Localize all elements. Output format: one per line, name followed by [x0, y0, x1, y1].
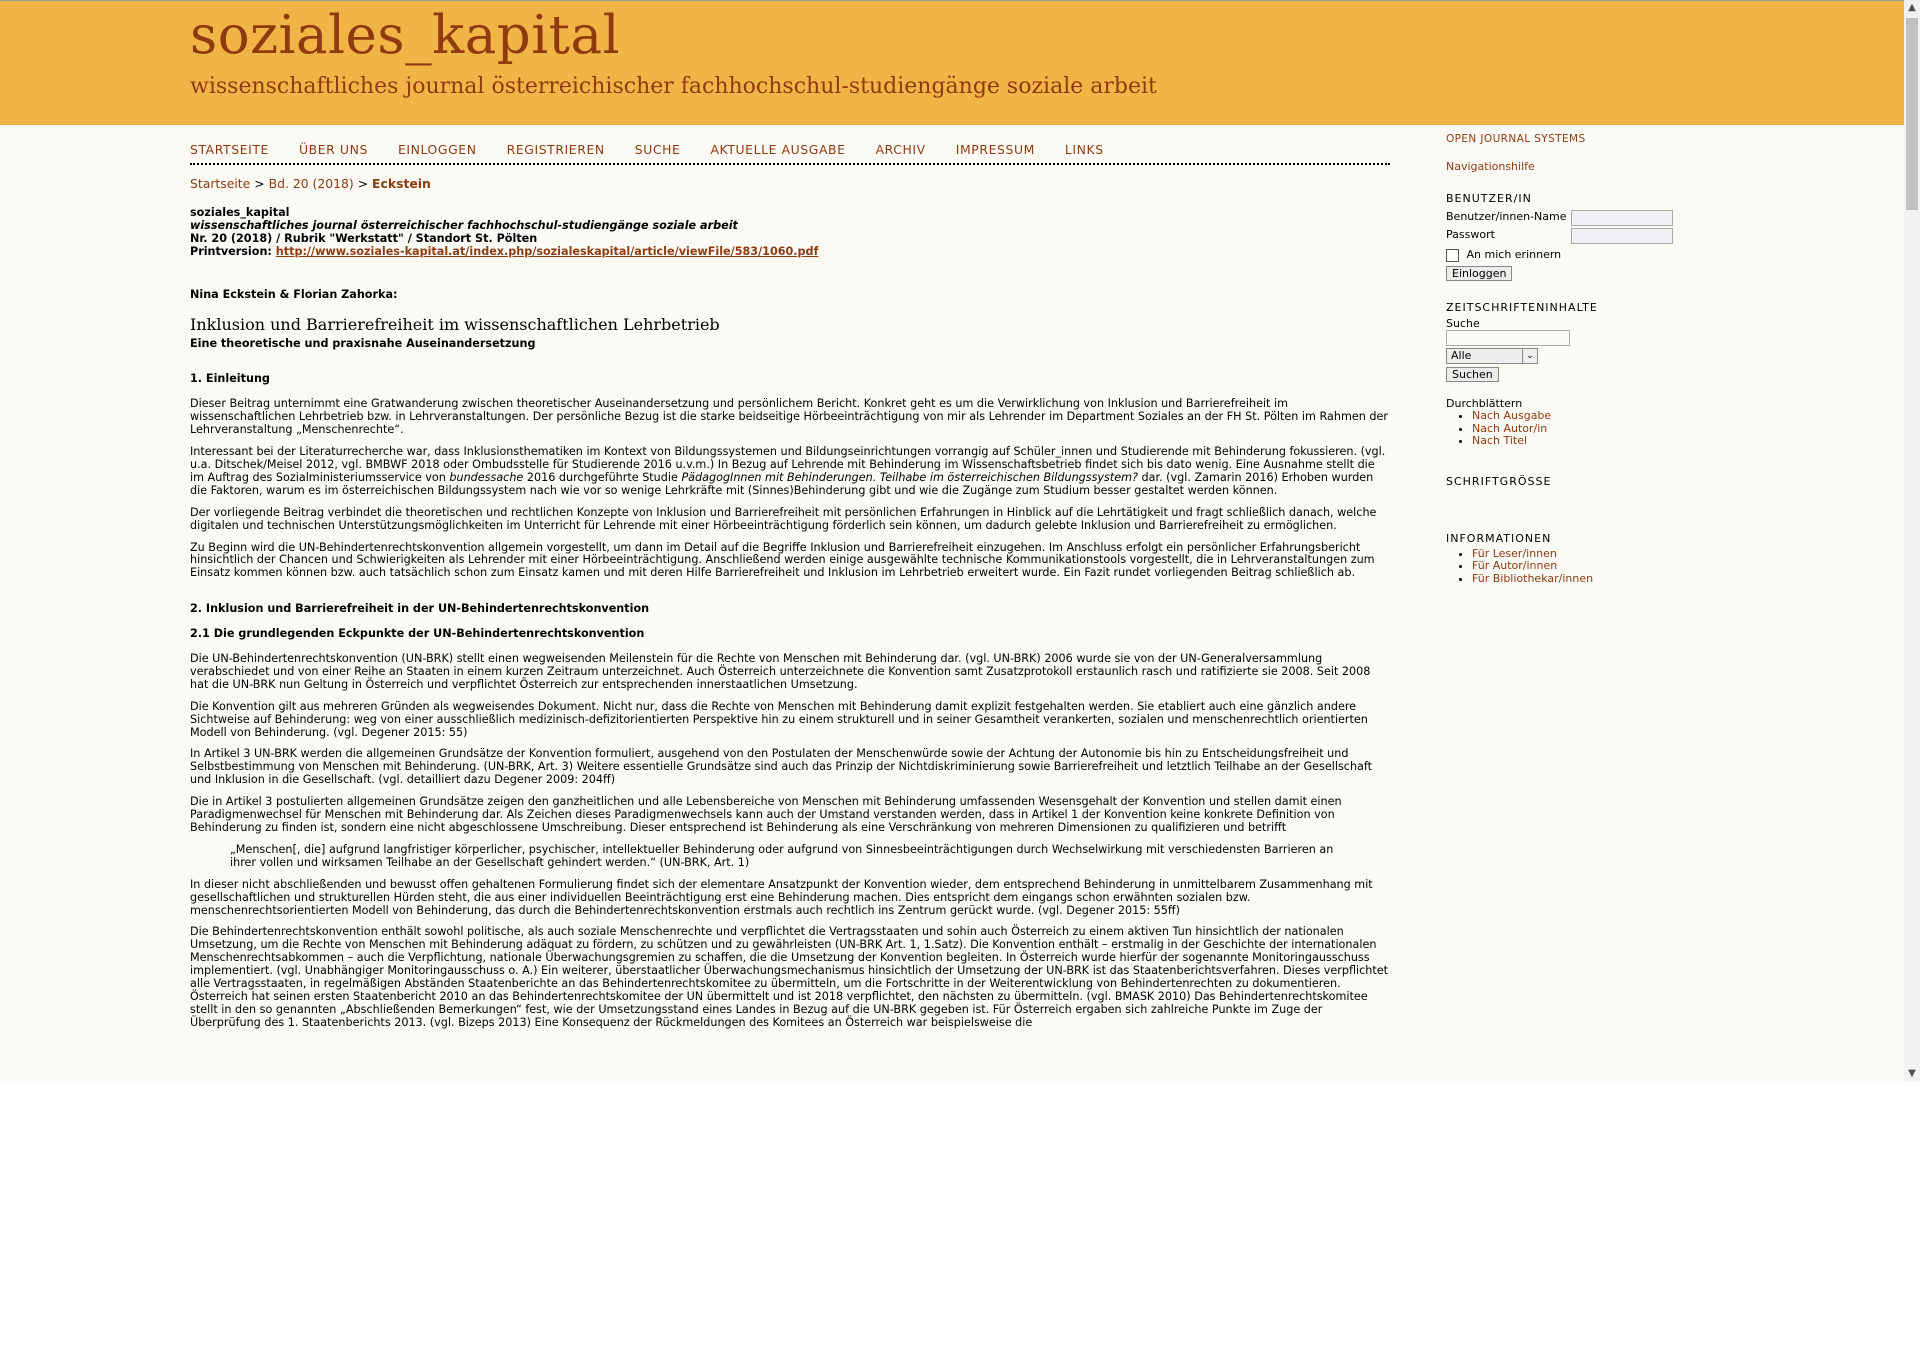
site-header: [0, 0, 1904, 125]
blockquote: „Menschen[, die] aufgrund langfristiger körperlicher, psychischer, intellektueller Behinderung oder aufgrund von Sinnesbeeinträchtigungen durch Wechselwirkung mit verschiedensten Barrieren an ihrer vollen und wirksamen Teilhabe an der Gesellschaft gehindert werden.“ (UN-BRK, Art. 1): [230, 842, 1334, 869]
section-heading: 2. Inklusion und Barrierefreiheit in der UN-Behindertenrechtskonvention: [190, 602, 650, 616]
browse-by-title-link[interactable]: Nach Titel: [1472, 434, 1528, 447]
nav-impressum[interactable]: IMPRESSUM: [955, 142, 1035, 157]
info-authors-link[interactable]: Für Autor/innen: [1472, 559, 1558, 572]
paragraph: In Artikel 3 UN-BRK werden die allgemeinen Grundsätze der Konvention formuliert, ausgehend von den Postulaten der Menschenwürde sowie der Achtung der Autonomie bis hin zu Entscheidungsfreiheit und Selbstbestimmung von Menschen mit Behinderung. (UN-BRK, Art. 3) Weitere essentielle Grundsätze sind auch das Prinzip der Nichtdiskriminierung sowie Barrierefreiheit und letztlich Teilhabe an der Gesellschaft und Inklusion in die Gesellschaft. (vgl. detailliert dazu Degener 2009: 204ff): [190, 747, 1373, 787]
nav-aktuelle-ausgabe[interactable]: AKTUELLE AUSGABE: [710, 142, 846, 157]
search-label: Suche: [1446, 317, 1480, 330]
remember-label: An mich erinnern: [1466, 248, 1562, 261]
section-heading: 1. Einleitung: [190, 372, 270, 386]
scroll-down-icon[interactable]: ▼: [1908, 1068, 1916, 1079]
nav-links[interactable]: LINKS: [1064, 142, 1104, 157]
list-item: [1472, 573, 1666, 586]
article-issue-line: Nr. 20 (2018) / Rubrik "Werkstatt" / Standort St. Pölten: [190, 231, 538, 245]
breadcrumb-separator: >: [254, 176, 265, 191]
site-title[interactable]: soziales_kapital: [190, 5, 621, 66]
article-subtitle: Eine theoretische und praxisnahe Auseinandersetzung: [190, 336, 536, 350]
article-journal: soziales_kapital: [190, 206, 290, 219]
password-label: Passwort: [1446, 228, 1495, 241]
ojs-link[interactable]: OPEN JOURNAL SYSTEMS: [1446, 133, 1586, 145]
nav-registrieren[interactable]: REGISTRIEREN: [506, 142, 605, 157]
search-button[interactable]: Suchen: [1446, 367, 1499, 382]
paragraph: Die Konvention gilt aus mehreren Gründen als wegweisendes Dokument. Nicht nur, dass die Rechte von Menschen mit Behinderung damit explizit festgehalten werden. Sie etabliert auch eine gänzlich andere Sichtweise auf Behinderung: weg von einer ausschließlich medizinisch-defizitorientierten Perspektive hin zu einem strukturell und in seiner Gesamtheit verankerten, sozialen und menschenrechtlich orientierten Modell von Behinderung. (vgl. Degener 2015: 55): [190, 699, 1368, 739]
scrollbar-thumb[interactable]: [1906, 18, 1918, 210]
password-input[interactable]: [1571, 228, 1673, 244]
paragraph: Der vorliegende Beitrag verbindet die theoretischen und rechtlichen Konzepte von Inklusion und Barrierefreiheit mit persönlichen Erfahrungen in Hinblick auf die Lehrtätigkeit und fragt schließlich danach, welche digitalen und technischen Unterstützungsmöglichkeiten im Unterricht für Lehrende mit einer Hörbeeinträchtigung förderlich sein können, um dadurch gelebte Inklusion und Barrierefreiheit zu ermöglichen.: [190, 505, 1377, 532]
article-title: Inklusion und Barrierefreiheit im wissenschaftlichen Lehrbetrieb: [190, 314, 720, 334]
article-print-version: [190, 246, 1390, 259]
sidebar: [1446, 133, 1666, 585]
paragraph: Zu Beginn wird die UN-Behindertenrechtskonvention allgemein vorgestellt, um dann im Detail auf die Begriffe Inklusion und Barrierefreiheit einzugehen. Im Anschluss erfolgt ein persönlicher Erfahrungsbericht hinsichtlich der Chancen und Schwierigkeiten als Lehrender mit einer Hörbeeinträchtigung. Anschließend werden einige ausgewählte technische Kommunikationstools vorgestellt, die in Lehrveranstaltungen zum Einsatz kommen können bzw. auch tatsächlich schon zum Einsatz kamen und mit deren Hilfe Barrierefreiheit und Inklusion im Lehrbetrieb erweitert wurde. Ein Fazit rundet vorliegenden Beitrag schließlich ab.: [190, 540, 1375, 580]
info-readers-link[interactable]: Für Leser/innen: [1472, 546, 1557, 560]
paragraph: Die Behindertenrechtskonvention enthält sowohl politische, als auch soziale Menschenrechte und verpflichtet die Vertragsstaaten und sohin auch Österreich zu einem aktiven Tun hinsichtlich der nationalen Umsetzung, um die Rechte von Menschen mit Behinderung adäquat zu fördern, zu schützen und zu gewährleisten (UN-BRK Art. 1, 1.Satz). Die Konvention enthält – erstmalig in der Geschichte der internationalen Menschenrechtsabkommen – auch die Verpflichtung, nationale Überwachungsgremien zu schaffen, die die Umsetzung der Konvention begleiten. In Österreich wurde hierfür der sogenannte Monitoringausschuss implementiert. (vgl. Unabhängiger Monitoringausschuss o. A.) Ein weiterer, überstaatlicher Überwachungsmechanismus hinsichtlich der Umsetzung der UN-BRK ist das Staatenberichtsverfahren. Dieses verpflichtet alle Vertragsstaaten, in regelmäßigen Abständen Staatenberichte an das Behindertenrechtskomitee zu übermitteln, um die Fortschritte in der Weiterentwicklung von Behindertenrechten zu dokumentieren. Österreich hat seinen ersten Staatenbericht 2010 an das Behindertenrechtskomitee der UN übermittelt und ist 2018 verpflichtet, den nächsten zu übermitteln. (vgl. BMASK 2010) Das Behindertenrechtskomitee stellt in den so genannten „Abschließenden Bemerkungen“ fest, wie der Umsetzungsstand eines Landes in Bezug auf die UN-BRK gegeben ist. Für Österreich ergaben sich zahlreiche Punkte im Zuge der Überprüfung des 1. Staatenberichts 2013. (vgl. Bizeps 2013) Eine Konsequenz der Rückmeldungen des Komitees an Österreich war beispielsweise die: [190, 925, 1389, 1029]
breadcrumb-separator: >: [357, 176, 369, 191]
breadcrumb-issue[interactable]: Bd. 20 (2018): [268, 176, 354, 191]
main-navigation: [190, 139, 1390, 165]
remember-checkbox[interactable]: [1446, 249, 1459, 262]
username-input[interactable]: [1571, 210, 1673, 226]
paragraph: Dieser Beitrag unternimmt eine Gratwanderung zwischen theoretischer Auseinandersetzung und persönlichem Bericht. Konkret geht es um die Verwirklichung von Inklusion und Barrierefreiheit im wissenschaftlichen Lehrbetrieb bzw. in Lehrveranstaltungen. Der persönliche Bezug ist die starke beidseitige Hörbeeinträchtigung von mir als Lehrender im Department Soziales an der FH St. Pölten im Rahmen der Lehrveranstaltung „Menschenrechte“.: [190, 397, 1388, 437]
nav-suche[interactable]: SUCHE: [634, 142, 681, 157]
print-version-label: Printversion:: [190, 244, 276, 258]
info-list: [1446, 548, 1666, 586]
breadcrumb-home[interactable]: Startseite: [190, 176, 251, 191]
nav-einloggen[interactable]: EINLOGGEN: [397, 142, 477, 157]
browse-label: Durchblättern: [1446, 397, 1523, 410]
article-journal-subtitle: wissenschaftliches journal österreichischer fachhochschul-studiengänge soziale arbeit: [190, 218, 738, 232]
info-librarians-link[interactable]: Für Bibliothekar/innen: [1472, 571, 1594, 585]
breadcrumb-current[interactable]: Eckstein: [372, 176, 431, 191]
paragraph: Die UN-Behindertenrechtskonvention (UN-BRK) stellt einen wegweisenden Meilenstein für die Rechte von Menschen mit Behinderung dar. (vgl. UN-BRK) 2006 wurde sie von der UN-Generalversammlung verabschiedet und von einer Reihe an Staaten in einem kurzen Zeitraum unterzeichnet. Auch Österreich unterzeichnete die Konvention samt Zusatzprotokoll erstaunlich rasch und ratifizierte sie 2008. Seit 2008 hat die UN-BRK nun Geltung in Österreich und verpflichtet Österreich zur entsprechenden innerstaatlichen Umsetzung.: [190, 652, 1371, 691]
print-version-link[interactable]: http://www.soziales-kapital.at/index.php/sozialeskapital/article/viewFile/583/1060.pdf: [275, 244, 819, 258]
navigation-help-link[interactable]: Navigationshilfe: [1446, 160, 1535, 173]
nav-ueber-uns[interactable]: ÜBER UNS: [298, 142, 368, 157]
content-block-title: ZEITSCHRIFTENINHALTE: [1446, 301, 1598, 314]
nav-startseite[interactable]: STARTSEITE: [190, 142, 269, 157]
paragraph: In dieser nicht abschließenden und bewusst offen gehaltenen Formulierung findet sich der elementare Ansatzpunkt der Konvention wieder, dem entsprechend Behinderung in unmittelbarem Zusammenhang mit gesellschaftlichen und strukturellen Hürden steht, die aus einer individuellen Beeinträchtigung erst eine Behinderung machen. Dies entspricht dem eingangs schon erwähnten sozialen bzw. menschenrechtsorientierten Modell von Behinderung, das durch die Behindertenrechtskonvention erstmals auch rechtlich ins Zentrum gerückt wurde. (vgl. Degener 2015: 55ff): [190, 877, 1373, 917]
search-scope-select[interactable]: [1446, 348, 1538, 364]
login-button[interactable]: Einloggen: [1446, 266, 1512, 281]
breadcrumb: [190, 176, 431, 191]
site-subtitle: wissenschaftliches journal österreichischer fachhochschul-studiengänge soziale arbeit: [190, 74, 1157, 99]
username-label: Benutzer/innen-Name: [1446, 210, 1567, 223]
user-block-title: BENUTZER/IN: [1446, 192, 1532, 205]
search-input[interactable]: [1446, 330, 1570, 346]
vertical-scrollbar[interactable]: [1904, 0, 1920, 1082]
article-body: [190, 207, 1390, 1039]
fontsize-block-title: SCHRIFTGRÖSSE: [1446, 474, 1552, 488]
browse-by-author-link[interactable]: Nach Autor/in: [1472, 421, 1548, 435]
browse-list: [1446, 410, 1666, 448]
search-scope-value: Alle: [1451, 349, 1472, 362]
info-block-title: INFORMATIONEN: [1446, 531, 1552, 545]
paragraph: Interessant bei der Literaturrecherche war, dass Inklusionsthematiken im Kontext von Bildungssystemen und Bildungseinrichtungen vorrangig auf Schüler_innen und Studierende mit Behinderung fokussieren. (vgl. u.a. Ditschek/Meisel 2012, vgl. BMBWF 2018 oder Ombudsstelle für Studierende 2016 u.v.m.) In Bezug auf Lehrende mit Behinderung im Wissenschaftsbetrieb findet sich bis dato wenig. Eine Ausnahme stellt die im Auftrag des Sozialministeriumsservice von bundessache 2016 durchgeführte Studie PädagogInnen mit Behinderungen. Teilhabe im österreichischen Bildungssystem? dar. (vgl. Zamarin 2016) Erhoben wurden die Faktoren, warum es im österreichischen Bildungssystem nach wie vor so wenige Lehrkräfte mit (Sinnes)Behinderung gibt und wie die Zugänge zum Studium besser gestaltet werden können.: [190, 445, 1386, 497]
chevron-down-icon: ⌄: [1522, 349, 1537, 363]
article-authors: Nina Eckstein & Florian Zahorka:: [190, 287, 398, 301]
nav-archiv[interactable]: ARCHIV: [875, 142, 926, 157]
list-item: [1472, 435, 1666, 448]
paragraph: Die in Artikel 3 postulierten allgemeinen Grundsätze zeigen den ganzheitlichen und alle Lebensbereiche von Menschen mit Behinderung umfassenden Wesensgehalt der Konvention und stellen damit einen Paradigmenwechsel für Menschen mit Behinderung dar. Als Zeichen dieses Paradigmenwechsels kann auch der Umstand verstanden werden, dass in Artikel 1 der Konvention keine konkrete Definition von Behinderung zu finden ist, sondern eine nicht abgeschlossene Umschreibung. Dieser entsprechend ist Behinderung als eine Verschränkung von mehreren Dimensionen zu qualifizieren und betrifft: [190, 795, 1342, 834]
browse-by-issue-link[interactable]: Nach Ausgabe: [1472, 409, 1552, 422]
subsection-heading: 2.1 Die grundlegenden Eckpunkte der UN-Behindertenrechtskonvention: [190, 627, 645, 641]
scroll-up-icon[interactable]: ▲: [1908, 2, 1916, 13]
